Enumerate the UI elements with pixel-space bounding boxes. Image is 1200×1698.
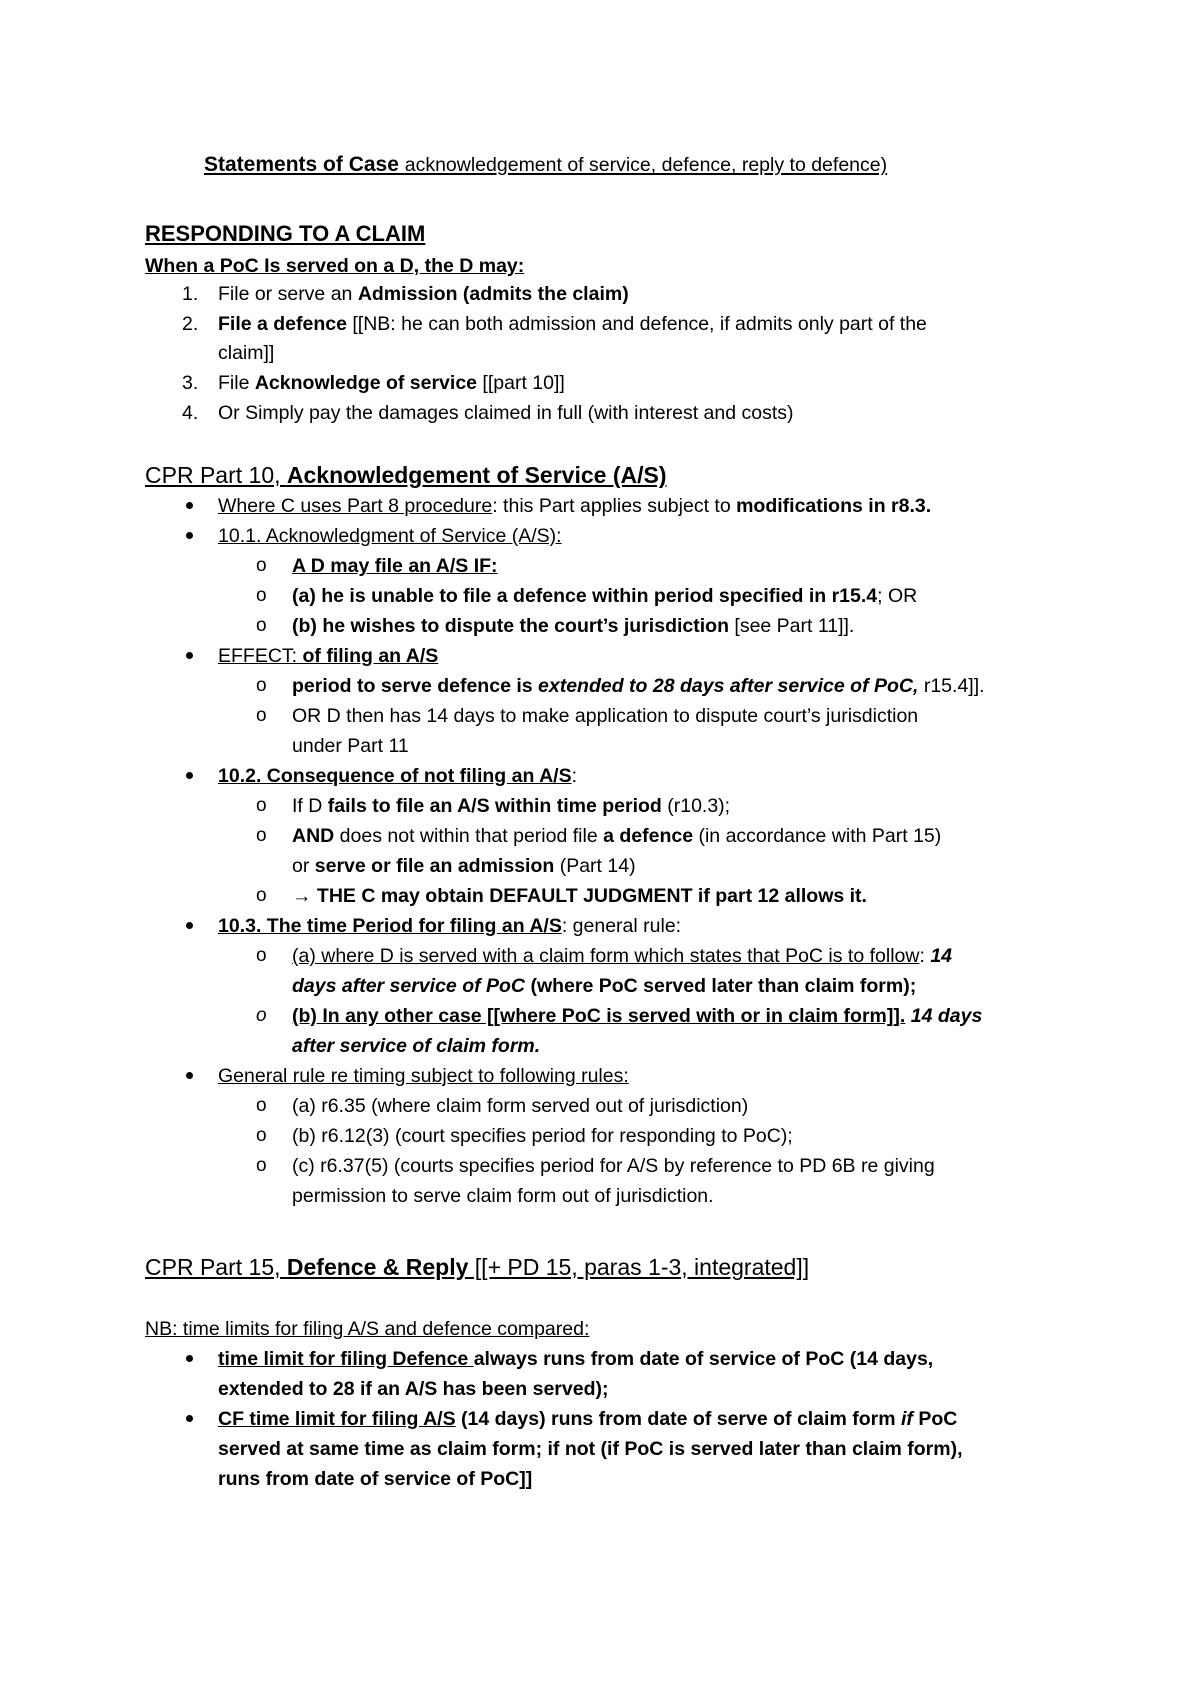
sub-bullet-icon: o: [256, 555, 267, 576]
sub-bullet-item: If D fails to file an A/S within time period (r10.3);: [292, 795, 731, 817]
sub-bullet-item: (a) r6.35 (where claim form served out of jurisdiction): [292, 1095, 749, 1117]
bullet-icon: [186, 502, 193, 509]
list-number: 4.: [182, 402, 199, 424]
page-title: [204, 152, 887, 178]
list-item: File Acknowledge of service [[part 10]]: [218, 372, 565, 394]
section-intro: When a PoC Is served on a D, the D may:: [145, 255, 525, 277]
bullet-icon: [186, 1415, 193, 1422]
sub-bullet-item: (a) where D is served with a claim form which states that PoC is to follow: 14: [292, 945, 953, 967]
sub-bullet-item-continued: after service of claim form.: [292, 1035, 541, 1057]
bullet-item: CF time limit for filing A/S (14 days) runs from date of serve of claim form if PoC: [218, 1408, 958, 1430]
sub-bullet-item: → THE C may obtain DEFAULT JUDGMENT if part 12 allows it.: [292, 885, 867, 907]
sub-bullet-icon: o: [256, 795, 267, 816]
sub-bullet-icon: o: [256, 705, 267, 726]
section-note: NB: time limits for filing A/S and defence compared:: [145, 1318, 590, 1340]
sub-bullet-item: (b) r6.12(3) (court specifies period for responding to PoC);: [292, 1125, 793, 1147]
bullet-item: 10.1. Acknowledgment of Service (A/S):: [218, 525, 562, 547]
sub-bullet-item: (c) r6.37(5) (courts specifies period for A/S by reference to PD 6B re giving: [292, 1155, 935, 1177]
sub-bullet-item: A D may file an A/S IF:: [292, 555, 498, 577]
title-main: Statements of Case: [204, 153, 405, 176]
sub-bullet-item-continued: or serve or file an admission (Part 14): [292, 855, 636, 877]
sub-bullet-icon: o: [256, 1005, 267, 1026]
sub-bullet-item-continued: permission to serve claim form out of jurisdiction.: [292, 1185, 714, 1207]
sub-bullet-icon: o: [256, 825, 267, 846]
bullet-icon: [186, 1072, 193, 1079]
bullet-item: 10.3. The time Period for filing an A/S: general rule:: [218, 915, 682, 937]
section-heading-part10: CPR Part 10, Acknowledgement of Service (A/S): [145, 462, 667, 488]
bullet-icon: [186, 922, 193, 929]
list-number: 2.: [182, 313, 199, 335]
sub-bullet-item: OR D then has 14 days to make application to dispute court’s jurisdiction: [292, 705, 919, 727]
arrow-icon: →: [292, 885, 312, 907]
list-item-continued: claim]]: [218, 342, 275, 364]
list-number: 1.: [182, 283, 199, 305]
bullet-icon: [186, 1355, 193, 1362]
bullet-item: General rule re timing subject to following rules:: [218, 1065, 629, 1087]
list-item: Or Simply pay the damages claimed in full (with interest and costs): [218, 402, 794, 424]
sub-bullet-item: period to serve defence is extended to 28 days after service of PoC, r15.4]].: [292, 675, 985, 697]
list-item: File or serve an Admission (admits the claim): [218, 283, 629, 305]
list-number: 3.: [182, 372, 199, 394]
bullet-item-continued: runs from date of service of PoC]]: [218, 1468, 533, 1490]
sub-bullet-item-continued: under Part 11: [292, 735, 409, 757]
sub-bullet-icon: o: [256, 945, 267, 966]
sub-bullet-icon: o: [256, 585, 267, 606]
bullet-icon: [186, 772, 193, 779]
sub-bullet-item: (a) he is unable to file a defence within period specified in r15.4; OR: [292, 585, 918, 607]
bullet-item: 10.2. Consequence of not filing an A/S:: [218, 765, 577, 787]
bullet-icon: [186, 532, 193, 539]
bullet-item: Where C uses Part 8 procedure: this Part applies subject to modifications in r8.3.: [218, 495, 932, 517]
sub-bullet-icon: o: [256, 1095, 267, 1116]
bullet-item-continued: extended to 28 if an A/S has been served);: [218, 1378, 609, 1400]
sub-bullet-icon: o: [256, 615, 267, 636]
list-item: File a defence [[NB: he can both admission and defence, if admits only part of the: [218, 313, 927, 335]
sub-bullet-item: (b) he wishes to dispute the court’s jurisdiction [see Part 11]].: [292, 615, 855, 637]
section-heading-responding: RESPONDING TO A CLAIM: [145, 221, 426, 246]
sub-bullet-item: AND does not within that period file a defence (in accordance with Part 15): [292, 825, 942, 847]
section-heading-part15: CPR Part 15, Defence & Reply [[+ PD 15, paras 1-3, integrated]]: [145, 1254, 810, 1280]
bullet-item-continued: served at same time as claim form; if not (if PoC is served later than claim form),: [218, 1438, 963, 1460]
title-sub: acknowledgement of service, defence, reply to defence): [404, 154, 888, 176]
sub-bullet-item: (b) In any other case [[where PoC is served with or in claim form]]. 14 days: [292, 1005, 983, 1027]
sub-bullet-icon: o: [256, 675, 267, 696]
sub-bullet-item-continued: days after service of PoC (where PoC served later than claim form);: [292, 975, 917, 997]
bullet-icon: [186, 652, 193, 659]
sub-bullet-icon: o: [256, 1125, 267, 1146]
bullet-item: EFFECT: of filing an A/S: [218, 645, 439, 667]
sub-bullet-icon: o: [256, 1155, 267, 1176]
sub-bullet-icon: o: [256, 885, 267, 906]
bullet-item: time limit for filing Defence always runs from date of service of PoC (14 days,: [218, 1348, 934, 1370]
